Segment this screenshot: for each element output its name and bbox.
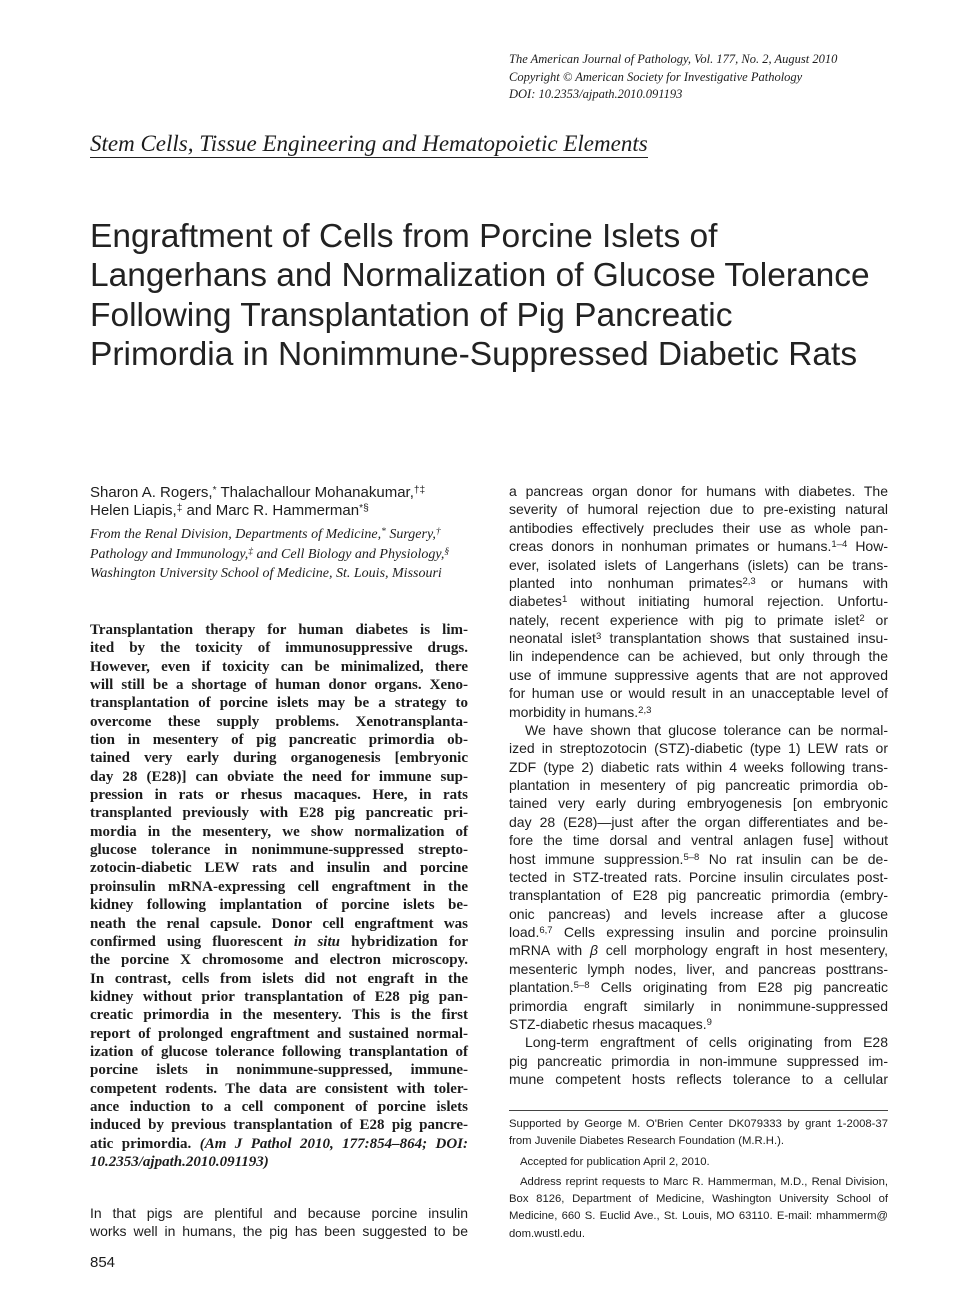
text-line: neath the renal capsule. Donor cell engraftment was (90, 915, 468, 932)
text-line: creatic primordia in the mesentery. This is the first (90, 1007, 468, 1024)
text-line: creas donors in nonhuman primates or humans.$^{1-4}$ How- (509, 538, 888, 555)
text-line: onic pancreas) and levels increase after a glucose (509, 905, 888, 922)
text-line: primordia engraft similarly in nonimmune-suppressed (509, 997, 888, 1014)
copyright-line: Copyright © American Society for Investigative Pathology (509, 69, 803, 84)
text-line: atic primordia. (Am J Pathol 2010, 177:854–864; DOI: (90, 1135, 468, 1152)
paragraph (90, 1204, 468, 1241)
superscript: § (444, 546, 450, 557)
superscript: 9 (706, 1016, 712, 1028)
section-heading: Stem Cells, Tissue Engineering and Hematopoietic Elements (90, 131, 648, 156)
text-line: Helen Liapis,‡ and Marc R. Hammerman*§ (90, 502, 369, 519)
text-line: Address reprint requests to Marc R. Hammerman, M.D., Renal Division, (520, 1175, 888, 1188)
text-line: glucose tolerance in nonimmune-suppressed strepto- (90, 842, 468, 859)
text-line: kidney without prior transplantation of E28 pig pan- (90, 988, 468, 1005)
footnote-rule (509, 1110, 888, 1111)
text-line: ization of glucose tolerance following transplantation of (90, 1043, 468, 1060)
superscript: 2 (859, 612, 865, 624)
text-line: diabetes$^1$ without initiating humoral rejection. Unfortu- (509, 593, 888, 610)
text-line: antibodies effectively precludes their use as whole pan- (509, 519, 888, 536)
text-line: ized in streptozotocin (STZ)-diabetic (type 1) LEW rats or (509, 740, 888, 757)
text-line: neonatal islet$^3$ transplantation shows that sustained insu- (509, 630, 888, 646)
text-line: mune competent hosts reflects tolerance to a cellular (509, 1071, 888, 1087)
text-line: induced by previous transplantation of E28 pig pancre- (90, 1117, 468, 1134)
italic-text: (Am J Pathol 2010, 177:854–864; DOI: (199, 1135, 468, 1152)
text-line: works well in humans, the pig has been suggested to be (90, 1223, 468, 1240)
italic-text: in situ (293, 933, 340, 950)
text-line: Transplantation therapy for human diabetes is lim- (90, 622, 468, 638)
superscript: 5–8 (573, 980, 590, 992)
text-line: Sharon A. Rogers,* Thalachallour Mohanakumar,†‡ (90, 484, 426, 501)
text-line: load.$^{6,7}$ Cells expressing insulin and porcine proinsulin (509, 924, 888, 940)
article-title (90, 217, 870, 374)
text-line: transplanted previously with E28 pig pancreatic pri- (90, 805, 468, 822)
title-line: Primordia in Nonimmune-Suppressed Diabetic Rats (90, 335, 858, 373)
journal-citation: The American Journal of Pathology, Vol. 177, No. 2, August 2010 (509, 52, 838, 66)
title-line: Following Transplantation of Pig Pancreatic (90, 296, 733, 334)
text-line: However, even if toxicity can be minimalized, there (90, 658, 468, 675)
text-line: STZ-diabetic rhesus macaques.$^9$ (509, 1015, 712, 1032)
page-number: 854 (90, 1254, 116, 1271)
superscript: * (381, 527, 386, 538)
superscript: † (435, 527, 441, 538)
text-line: from Juvenile Diabetes Research Foundation (M.R.H.). (509, 1135, 785, 1148)
text-line: Accepted for publication April 2, 2010. (520, 1155, 710, 1168)
text-line: morbidity in humans.$^{2,3}$ (509, 703, 652, 720)
text-line: severity of humoral rejection due to pre-existing natural (509, 501, 888, 518)
text-line: the porcine X chromosome and electron microscopy. (90, 952, 468, 969)
text-line: Box 8126, Department of Medicine, Washington University School of (509, 1193, 888, 1206)
text-line: will still be a shortage of human donor organs. Xeno- (90, 677, 468, 694)
title-line: Engraftment of Cells from Porcine Islets of (90, 218, 718, 255)
affiliations (90, 525, 480, 584)
intro-left-column (90, 1204, 468, 1241)
footnotes (509, 1116, 888, 1243)
text-line: tained very early during organogenesis [embryonic (90, 750, 468, 767)
text-line: mRNA with β cell morphology engraft in host mesentery, (509, 942, 889, 959)
text-line: for human use or would result in an unacceptable level of (509, 685, 888, 702)
superscript: 6,7 (539, 925, 553, 937)
intro-right-column (509, 482, 888, 1088)
superscript: 2,3 (638, 704, 652, 716)
paragraph (90, 484, 480, 520)
text-line: tion in mesentery of pig pancreatic primordia ob- (90, 732, 468, 749)
superscript: 5–8 (683, 851, 700, 863)
paragraph (509, 1033, 888, 1088)
text-line: ited by the toxicity of immunosuppressive drugs. (90, 640, 468, 657)
title-line: Langerhans and Normalization of Glucose Tolerance (90, 257, 870, 295)
text-line: Medicine, 660 S. Euclid Ave., St. Louis, MO 63110. E-mail: mhammerm@ (509, 1210, 888, 1223)
text-line: lin independence can be achieved, but only through the (509, 648, 888, 665)
text-line: dom.wustl.edu. (509, 1227, 585, 1240)
doi-line: DOI: 10.2353/ajpath.2010.091193 (509, 87, 683, 101)
paragraph (90, 621, 468, 1171)
text-line: From the Renal Division, Departments of Medicine,* Surgery,† (90, 527, 441, 542)
superscript: 2,3 (742, 575, 756, 587)
text-line: ance induction to a cell component of porcine islets (90, 1098, 468, 1115)
text-line: overcome these supply problems. Xenotransplanta- (90, 713, 468, 730)
paragraph (509, 1174, 888, 1243)
text-line: transplantation of E28 pig pancreatic primordia (embry- (509, 887, 888, 904)
text-line: proinsulin mRNA-expressing cell engraftment in the (90, 878, 468, 895)
text-line: Washington University School of Medicine, St. Louis, Missouri (90, 566, 442, 581)
superscript: * (212, 484, 217, 496)
superscript: 3 (595, 631, 602, 643)
superscript: ‡ (176, 502, 183, 514)
text-line: tected in STZ-treated rats. Porcine insulin circulates post- (509, 868, 888, 885)
text-line: plantation.$^{5-8}$ Cells originating from E28 pig pancreatic (509, 979, 888, 996)
text-line: Supported by George M. O'Brien Center DK079333 by grant 1-2008-37 (509, 1118, 888, 1130)
text-line: ZDF (type 2) diabetic rats within 4 weeks following trans- (509, 758, 888, 775)
text-line: host immune suppression.$^{5-8}$ No rat insulin can be de- (509, 850, 889, 867)
text-line: In that pigs are plentiful and because porcine insulin (90, 1205, 468, 1221)
text-line: transplantation of porcine islets may be a strategy to (90, 695, 468, 712)
italic-text: β (589, 942, 598, 959)
superscript: 1 (561, 594, 568, 606)
text-line: Pathology and Immunology,‡ and Cell Biology and Physiology,§ (90, 546, 450, 562)
text-line: porcine islets in nonimmune-suppressed, immune- (90, 1062, 468, 1079)
text-line: plantation in mesentery of pig pancreatic primordia ob- (509, 777, 888, 793)
text-line: mesenteric lymph nodes, liver, and pancreas posttrans- (509, 960, 888, 977)
paragraph (509, 721, 888, 1033)
text-line: planted into nonhuman primates$^{2,3}$ or humans with (509, 574, 888, 591)
text-line: day 28 (E28)—just after the organ differentiates and be- (509, 813, 888, 830)
text-line: fore the time dorsal and ventral anlagen fuse] without (509, 832, 888, 849)
text-line: ever, isolated islets of Langerhans (islets) can be trans- (509, 556, 888, 573)
text-line: competent rodents. The data are consistent with toler- (90, 1080, 468, 1097)
text-line: report of prolonged engraftment and sustained normal- (90, 1025, 468, 1042)
text-line: pig pancreatic primordia in non-immune suppressed im- (509, 1052, 888, 1069)
superscript: 1–4 (831, 539, 848, 551)
journal-header (509, 51, 837, 104)
text-line (90, 1153, 468, 1171)
paragraph (509, 482, 888, 721)
text-line: nately, recent experience with pig to primate islet$^2$ or (509, 611, 889, 628)
text-line: confirmed using fluorescent in situ hybridization for (90, 933, 468, 950)
text-line: a pancreas organ donor for humans with diabetes. The (509, 483, 888, 499)
text-line: In contrast, cells from islets did not engraft in the (90, 970, 468, 987)
text-line: kidney following implantation of porcine islets be- (90, 897, 468, 914)
superscript: †‡ (413, 484, 426, 496)
text-line: We have shown that glucose tolerance can be normal- (525, 721, 888, 738)
italic-text: 10.2353/ajpath.2010.091193) (90, 1153, 269, 1170)
text-line: pression in rats or rhesus macaques. Here, in rats (90, 787, 468, 804)
text-line: zotocin-diabetic LEW rats and insulin and porcine (90, 860, 468, 877)
paragraph (90, 525, 480, 584)
text-line: mordia in the mesentery, we show normalization of (90, 823, 468, 840)
abstract (90, 621, 468, 1171)
text-line: Long-term engraftment of cells originating from E28 (525, 1034, 888, 1051)
text-line: day 28 (E28)] can obviate the need for immune sup- (90, 768, 468, 785)
author-list (90, 484, 480, 520)
text-line: use of immune suppressive agents that are not approved (509, 666, 888, 683)
paragraph (509, 1154, 888, 1171)
text-line: tained very early during embryogenesis [on embryonic (509, 795, 888, 812)
superscript: ‡ (248, 546, 254, 557)
superscript: *§ (359, 502, 369, 514)
paragraph (509, 1116, 888, 1151)
